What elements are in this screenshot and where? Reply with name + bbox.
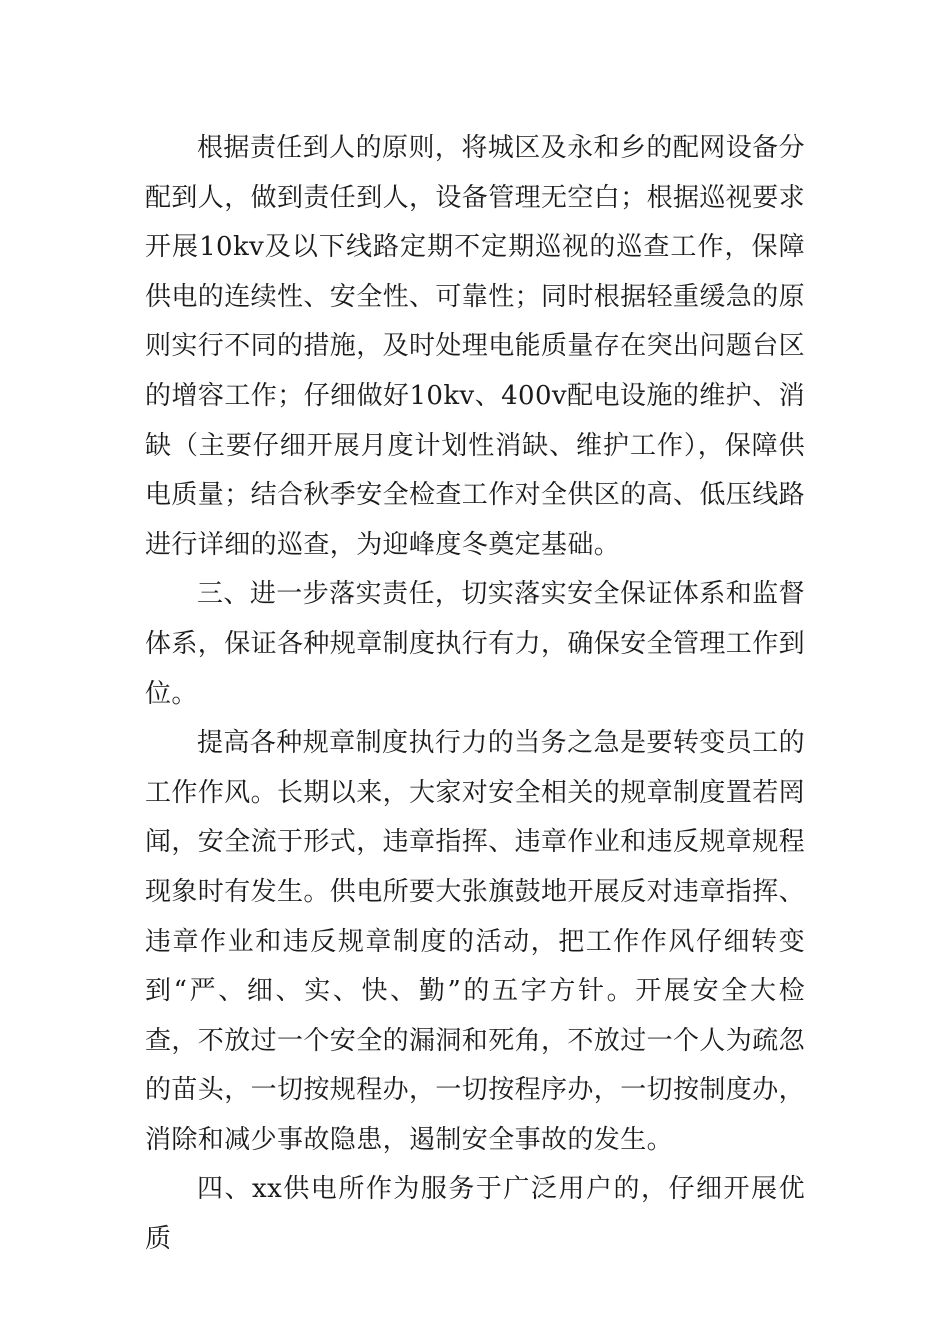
paragraph-section-four-heading: 四、xx供电所作为服务于广泛用户的，仔细开展优质 (145, 1174, 805, 1255)
document-body (145, 124, 805, 1265)
paragraph-section-three-heading: 三、进一步落实责任，切实落实安全保证体系和监督体系，保证各种规章制度执行有力，确保安全管理工作到位。 (145, 579, 806, 709)
paragraph-work-style: 提高各种规章制度执行力的当务之急是要转变员工的工作作风。长期以来，大家对安全相关的规章制度置若罔闻，安全流于形式，违章指挥、违章作业和违反规章规程现象时有发生。供电所要大张旗鼓地开展反对违章指挥、违章作业和违反规章制度的活动，把工作作风仔细转变到“严、细、实、快、勤”的五字方针。开展安全大检查，不放过一个安全的漏洞和死角，不放过一个人为疏忽的苗头，一切按规程办，一切按程序办，一切按制度办，消除和减少事故隐患，遏制安全事故的发生。 (145, 728, 806, 1155)
paragraph-distribution-equipment: 根据责任到人的原则，将城区及永和乡的配网设备分配到人，做到责任到人，设备管理无空白；根据巡视要求开展10kv及以下线路定期不定期巡视的巡查工作，保障供电的连续性、安全性、可靠性；同时根据轻重缓急的原则实行不同的措施，及时处理电能质量存在突出问题台区的增容工作；仔细做好10kv、400v配电设施的维护、消缺（主要仔细开展月度计划性消缺、维护工作），保障供电质量；结合秋季安全检查工作对全供区的高、低压线路进行详细的巡查，为迎峰度冬奠定基础。 (145, 133, 806, 560)
